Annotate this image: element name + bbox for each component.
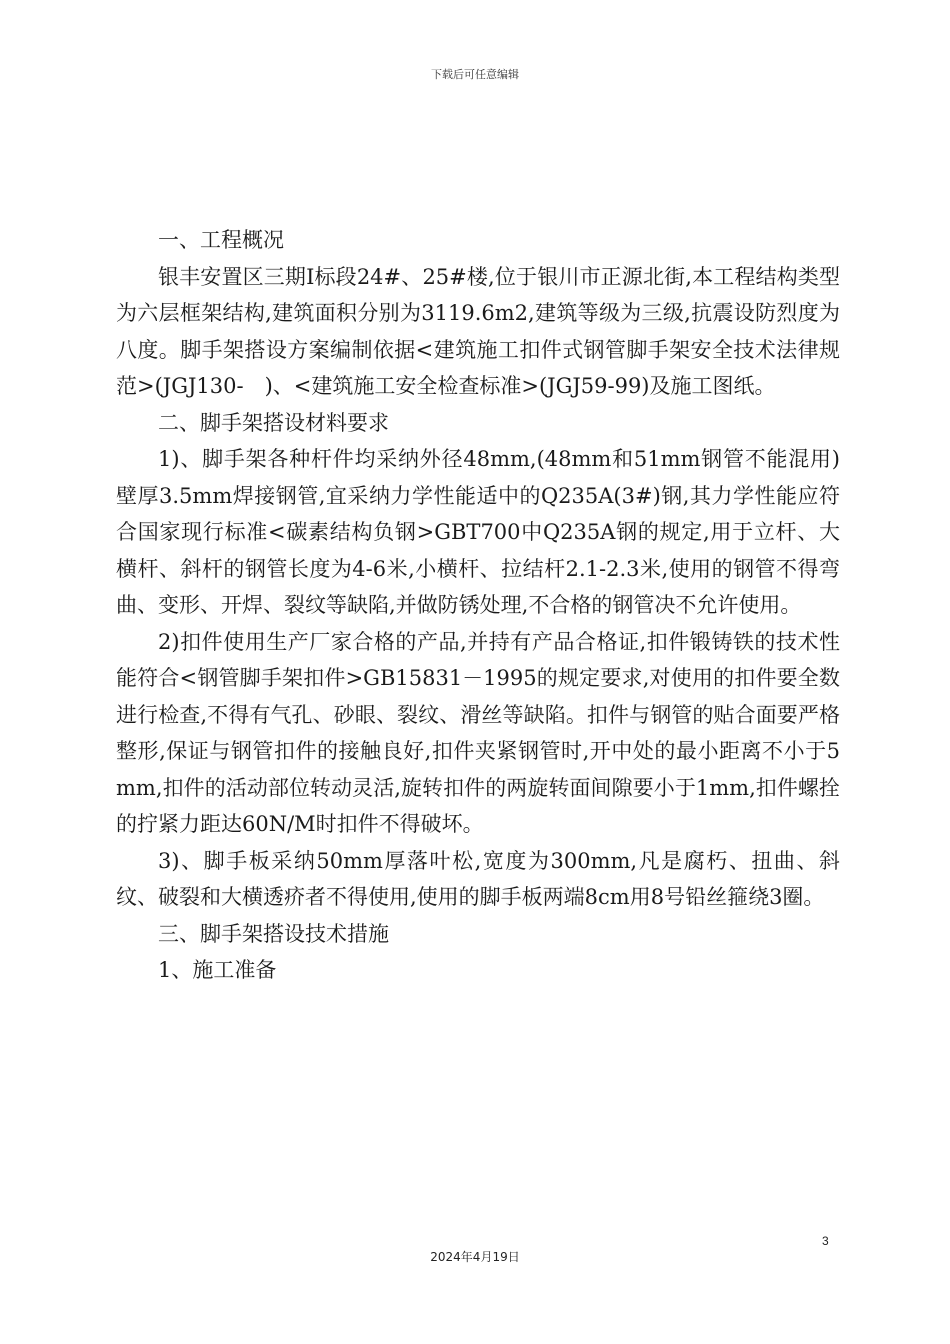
paragraph-material-steel-pipe: 1)、脚手架各种杆件均采纳外径48mm,(48mm和51mm钢管不能混用)壁厚3.5mm焊接钢管,宜采纳力学性能适中的Q235A(3#)钢,其力学性能应符合国家现行标准<碳素结构负钢>GBT700中Q235A钢的规定,用于立杆、大横杆、斜杆的钢管长度为4-6米,小横杆、拉结杆2.1-2.3米,使用的钢管不得弯曲、变形、开焊、裂纹等缺陷,并做防锈处理,不合格的钢管决不允许使用。 [116, 447, 840, 617]
paragraph-material-boards: 3)、脚手板采纳50mm厚落叶松,宽度为300mm,凡是腐朽、扭曲、斜纹、破裂和大横透疥者不得使用,使用的脚手板两端8cm用8号铅丝箍绕3圈。 [116, 848, 840, 909]
paragraph-material-fasteners: 2)扣件使用生产厂家合格的产品,并持有产品合格证,扣件锻铸铁的技术性能符合<钢管脚手架扣件>GB15831－1995的规定要求,对使用的扣件要全数进行检查,不得有气孔、砂眼、裂纹、滑丝等缺陷。扣件与钢管的贴合面要严格整形,保证与钢管扣件的接触良好,扣件夹紧钢管时,开中处的最小距离不小于5mm,扣件的活动部位转动灵活,旋转扣件的两旋转面间隙要小于1mm,扣件螺拴的拧紧力距达60N/M时扣件不得破坏。 [116, 629, 840, 836]
subsection-heading-preparation: 1、施工准备 [158, 958, 277, 982]
section-heading-technical-measures: 三、脚手架搭设技术措施 [158, 921, 389, 946]
paragraph-overview: 银丰安置区三期Ⅰ标段24#、25#楼,位于银川市正源北街,本工程结构类型为六层框架结构,建筑面积分别为3119.6m2,建筑等级为三级,抗震设防烈度为八度。脚手架搭设方案编制依据<建筑施工扣件式钢管脚手架安全技术法律规范>(JGJ130- )、<建筑施工安全检查标准>(JGJ59-99)及施工图纸。 [116, 264, 840, 398]
document-body [116, 222, 840, 989]
section-heading-materials: 二、脚手架搭设材料要求 [158, 410, 389, 435]
footer-date: 2024年4月19日 [430, 1250, 520, 1264]
page-number: 3 [822, 1234, 829, 1248]
header-note: 下载后可任意编辑 [431, 68, 519, 81]
section-heading-overview: 一、工程概况 [158, 228, 284, 252]
